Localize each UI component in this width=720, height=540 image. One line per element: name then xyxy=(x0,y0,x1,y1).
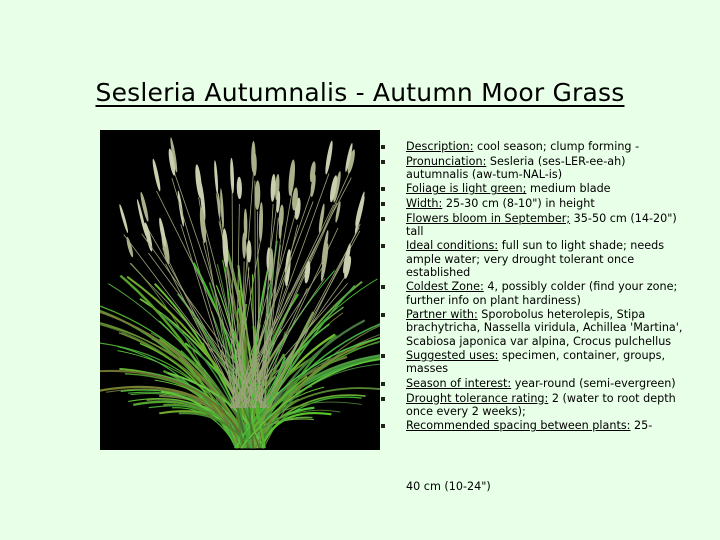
bullet-item xyxy=(376,182,686,195)
bullet-label: Suggested uses: xyxy=(406,349,499,363)
seed-head xyxy=(194,164,203,199)
grass-illustration xyxy=(100,130,380,450)
bullet-text: 25-30 cm (8-10") in height xyxy=(442,196,595,210)
bullet-item xyxy=(376,392,686,418)
bullet-text: 25- xyxy=(630,419,653,433)
bullet-marker xyxy=(381,313,385,317)
seed-head xyxy=(354,196,366,234)
bullet-marker xyxy=(381,217,385,221)
bullet-item xyxy=(376,239,686,279)
bullet-item xyxy=(376,197,686,210)
seed-head xyxy=(151,158,161,191)
bullet-item xyxy=(376,349,686,375)
bullet-marker xyxy=(381,382,385,386)
seed-head xyxy=(237,177,243,200)
bullet-marker xyxy=(381,187,385,191)
seed-head xyxy=(247,240,252,262)
bullet-text: 35-50 cm (14-20") tall xyxy=(406,211,677,238)
bullet-text: medium blade xyxy=(526,182,611,196)
bullet-label: Ideal conditions: xyxy=(406,239,499,253)
bullet-label: Drought tolerance rating: xyxy=(406,391,549,405)
bullet-text: year-round (semi-evergreen) xyxy=(511,376,676,390)
slide-title: Sesleria Autumnalis - Autumn Moor Grass xyxy=(95,78,625,107)
bullet-marker xyxy=(381,397,385,401)
bullet-item xyxy=(376,212,686,238)
bullet-item xyxy=(376,419,686,432)
bullet-label: Recommended spacing between plants: xyxy=(406,419,631,433)
bullet-label: Coldest Zone: xyxy=(406,280,484,294)
bullet-marker xyxy=(381,424,385,428)
bullet-marker xyxy=(381,244,385,248)
bullet-label: Partner with: xyxy=(406,308,478,322)
seed-head xyxy=(258,202,263,242)
bullet-label: Description: xyxy=(406,140,474,153)
seed-head xyxy=(230,158,235,194)
bullet-item xyxy=(376,140,686,153)
bullet-label: Foliage is light green; xyxy=(406,182,527,196)
bullet-label: Pronunciation: xyxy=(406,154,487,168)
bullet-item xyxy=(376,280,686,306)
seed-head xyxy=(254,180,260,210)
bullet-marker xyxy=(381,160,385,164)
bullet-label: Width: xyxy=(406,196,443,210)
bullet-marker xyxy=(381,285,385,289)
seed-head xyxy=(324,140,334,175)
bullet-continuation: 40 cm (10-24") xyxy=(406,480,491,493)
bullet-text: full sun to light shade; needs ample water; very drought tolerant once established xyxy=(406,239,665,279)
bullet-text: Sesleria (ses-LER-ee-ah) autumnalis (aw-tum-NAL-is) xyxy=(406,154,626,181)
bullet-item xyxy=(376,377,686,390)
bullet-text: Sporobolus heterolepis, Stipa brachytricha, Nassella viridula, Achillea 'Martina', Scabiosa japonica var alpina, Crocus pulchellus xyxy=(406,308,683,348)
bullet-marker xyxy=(381,354,385,358)
seed-head xyxy=(199,207,208,243)
bullet-item xyxy=(376,155,686,181)
bullet-text: 4, possibly colder (find your zone; further info on plant hardiness) xyxy=(406,280,678,307)
seed-head xyxy=(213,160,218,194)
bullet-marker xyxy=(381,145,385,149)
bullet-item xyxy=(376,308,686,348)
seed-head xyxy=(118,204,129,234)
bullet-label: Flowers bloom in September; xyxy=(406,211,571,225)
bullet-text: 2 (water to root depth once every 2 weeks); xyxy=(406,391,676,418)
bullet-marker xyxy=(381,202,385,206)
bullet-list xyxy=(376,140,686,434)
grass-photo xyxy=(100,130,380,450)
seed-head xyxy=(270,174,276,202)
bullet-text: specimen, container, groups, masses xyxy=(406,349,666,376)
bullet-label: Season of interest: xyxy=(406,376,512,390)
bullet-text: cool season; clump forming - xyxy=(473,140,640,153)
